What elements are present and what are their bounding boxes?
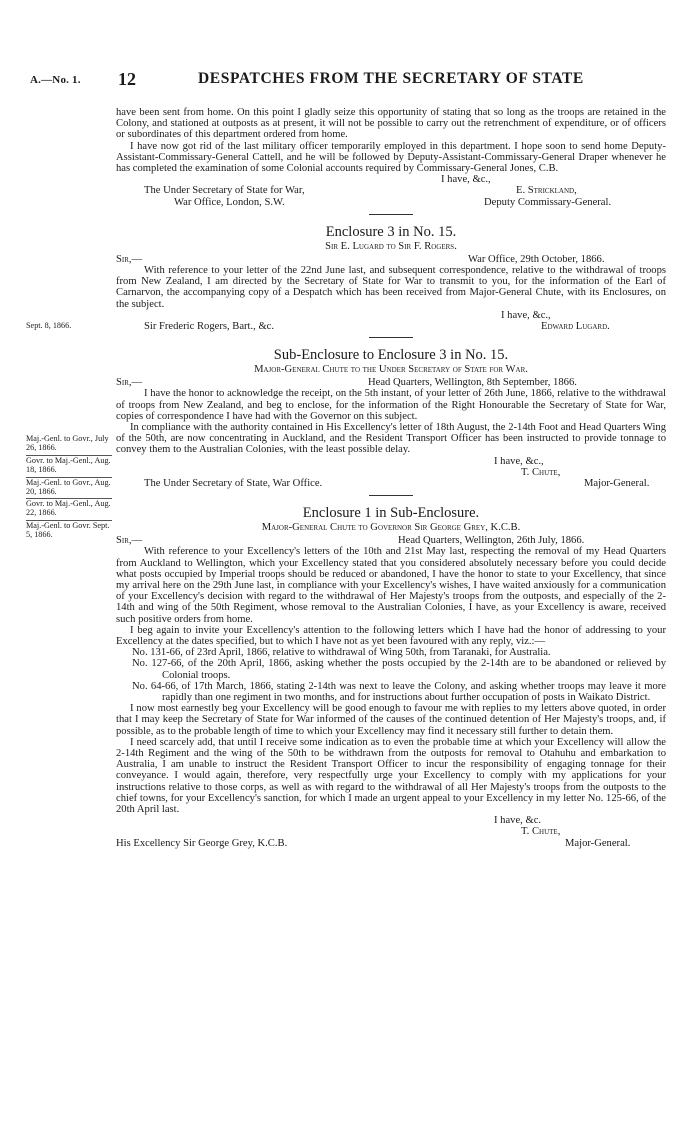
addressee: Sir Frederic Rogers, Bart., &c. bbox=[144, 320, 275, 332]
signer-title: Deputy Commissary-General. bbox=[484, 196, 612, 208]
enclosure-subtitle: Major-General Chute to Governor Sir George Grey, K.C.B. bbox=[261, 522, 521, 534]
enclosure-title: Sub-Enclosure to Enclosure 3 in No. 15. bbox=[273, 347, 509, 364]
signer: T. Chute, bbox=[521, 826, 561, 838]
place-date: Head Quarters, Wellington, 8th September, 1866. bbox=[368, 377, 577, 389]
list-item: No. 131-66, of 23rd April, 1866, relative to withdrawal of Wing 50th, from Taranaki, for Australia. bbox=[132, 647, 551, 659]
signature-line bbox=[116, 826, 666, 837]
place-date: War Office, 29th October, 1866. bbox=[468, 253, 605, 265]
running-title: DESPATCHES FROM THE SECRETARY OF STATE bbox=[198, 70, 584, 87]
section-divider bbox=[369, 337, 413, 338]
page-number: 12 bbox=[118, 69, 136, 89]
margin-note: Maj.-Genl. to Govr. Sept. 5, 1866. bbox=[26, 521, 110, 540]
addressee: His Excellency Sir George Grey, K.C.B. bbox=[116, 837, 288, 849]
section-divider bbox=[369, 495, 413, 496]
signer-title: Major-General. bbox=[565, 837, 631, 849]
enclosure-title: Enclosure 1 in Sub-Enclosure. bbox=[302, 505, 480, 522]
addressee: The Under Secretary of State, War Office. bbox=[144, 477, 323, 489]
margin-note: Govr. to Maj.-Genl., Aug. 18, 1866. bbox=[26, 455, 111, 474]
signature-line bbox=[116, 197, 666, 208]
margin-note: Govr. to Maj.-Genl., Aug. 22, 1866. bbox=[26, 499, 111, 518]
closing-line bbox=[116, 456, 666, 467]
closing-line bbox=[116, 174, 666, 185]
enclosure-title: Enclosure 3 in No. 15. bbox=[325, 223, 457, 240]
place-date: Head Quarters, Wellington, 26th July, 1866. bbox=[398, 535, 585, 547]
signature-line bbox=[116, 478, 666, 489]
paragraph: have been sent from home. On this point I gladly seize this opportunity of stating that so long as the troops are retained in the Colony, and stationed at outposts as at present, it will not be possible to carry out the retrenchment of expenditure, or of officers or subordinates of this department ordered from home. bbox=[116, 107, 666, 141]
document-body bbox=[116, 107, 666, 849]
margin-note: Maj.-Genl. to Govr., Aug. 20, 1866. bbox=[26, 477, 111, 496]
paragraph: With reference to your letter of the 22nd June last, and subsequent correspondence, relative to the withdrawal of troops from New Zealand, I am directed by the Secretary of State for War to transmit to you, for the information of the Earl of Carnarvon, the accompanying copy of a Despatch which has been received from Major-General Chute, with its Enclosures, on the subject. bbox=[116, 264, 666, 310]
addressee: The Under Secretary of State for War, bbox=[144, 185, 305, 197]
closing-line bbox=[116, 815, 666, 826]
salutation: Sir,— bbox=[116, 377, 143, 389]
paragraph: In compliance with the authority contained in His Excellency's letter of 18th August, the 2-14th Foot and Head Quarters Wing of the 50th, are now concentrating in Auckland, and the Resident Transport Officer has been instructed to provide tonnage to convey them to the Australian Colonies, with the least possible delay. bbox=[116, 421, 666, 456]
paragraph: I have the honor to acknowledge the receipt, on the 5th instant, of your letter of 26th June, 1866, relative to the withdrawal of troops from New Zealand, and beg to enclose, for the information of the Right Honourable the Secretary of State for War, copies of correspondence I have had with the Governor on this subject. bbox=[116, 388, 666, 422]
section-divider bbox=[369, 214, 413, 215]
paragraph: I now most earnestly beg your Excellency will be good enough to favour me with replies to my letters above quoted, in order that I may keep the Secretary of State for War informed of the causes of the continued detention of Her Majesty's troops, and, if possible, as to the probable length of time to which your Excellency may find it necessary still further to detain them. bbox=[116, 703, 666, 737]
signature-line bbox=[116, 838, 666, 849]
closing-line bbox=[116, 310, 666, 321]
list-item: No. 127-66, of the 20th April, 1866, asking whether the posts occupied by the 2-14th are to be abandoned or relieved by Colonial troops. bbox=[132, 658, 666, 681]
signer: E. Strickland, bbox=[516, 185, 577, 197]
page-header bbox=[30, 70, 670, 92]
margin-note: Maj.-Genl. to Govr., July 26, 1866. bbox=[26, 434, 109, 452]
salutation: Sir,— bbox=[116, 253, 143, 265]
signer: Edward Lugard. bbox=[541, 320, 610, 332]
signature-line bbox=[116, 185, 666, 196]
closing: I have, &c., bbox=[501, 309, 551, 321]
enclosure-subtitle: Sir E. Lugard to Sir F. Rogers. bbox=[325, 240, 457, 252]
closing: I have, &c., bbox=[441, 174, 491, 186]
signature-line bbox=[116, 467, 666, 478]
signer: T. Chute, bbox=[521, 466, 561, 478]
closing: I have, &c., bbox=[494, 455, 544, 467]
margin-note-enclosure3 bbox=[26, 322, 112, 332]
paragraph: I beg again to invite your Excellency's attention to the following letters which I have had the honor of addressing to your Excellency at the dates specified, but to which I have not as yet been favoured with any reply, viz.:— bbox=[116, 624, 666, 647]
paragraph: I have now got rid of the last military officer temporarily employed in this department. I hope soon to send home Deputy-Assistant-Commissary-General Cattell, and he will be followed by Deputy-Assistant-Commissary-General Draper whenever he has completed the examination of some Colonial accounts required by Commissary-General Jones, C.B. bbox=[116, 140, 666, 175]
signer-title: Major-General. bbox=[584, 477, 650, 489]
salutation: Sir,— bbox=[116, 535, 143, 547]
addressee-address: War Office, London, S.W. bbox=[174, 196, 285, 208]
margin-notes-subenclosure bbox=[26, 435, 112, 541]
closing: I have, &c. bbox=[494, 815, 542, 827]
salutation-line bbox=[116, 254, 666, 265]
list-item: No. 64-66, of 17th March, 1866, stating 2-14th was next to leave the Colony, and asking whether troops may leave it more rapidly than one regiment in two months, and for instructions about further occupation of posts in Waikato District. bbox=[132, 680, 666, 703]
salutation-line bbox=[116, 377, 666, 388]
paragraph: I need scarcely add, that until I receive some indication as to even the probable time at which your Excellency will allow the 2-14th Regiment and the wing of the 50th to be withdrawn from the outposts for removal to Otahuhu and embarkation to Australia, I am unable to instruct the Resident Transport Officer to incur the responsibility of engaging tonnage for their conveyance. I would again, therefore, very respectfully urge your Excellency to comply with my applications for your instructions relative to those corps, as well as with regard to the withdrawal of all Her Majesty's troops from the outposts to the chief towns, for your Excellency's sanction, for which I made an urgent appeal to your Excellency in my letter No. 125-66, of the 20th April last. bbox=[116, 736, 666, 815]
signature-line bbox=[116, 321, 666, 332]
paragraph: With reference to your Excellency's letters of the 10th and 21st May last, respecting the removal of my Head Quarters from Auckland to Wellington, which your Excellency stated that you considered absolutely necessary before you could decide what posts occupied by Imperial troops should be reduced or abandoned, I have the honor to state to your Excellency, that since my arrival here on the 29th June last, in compliance with your Excellency's wishes, I have waited anxiously for a communication of your Excellency's decision with regard to the withdrawal of Her Majesty's troops from the outposts, and especially of the 2-14th and wing of the 50th Regiment, whose removal to the Australian Colonies, I have, as your Excellency is aware, received such positive orders from home. bbox=[116, 546, 666, 625]
enclosure-subtitle: Major-General Chute to the Under Secretary of State for War. bbox=[254, 364, 528, 376]
salutation-line bbox=[116, 535, 666, 546]
margin-note: Sept. 8, 1866. bbox=[26, 321, 72, 330]
paper-reference: A.—No. 1. bbox=[30, 74, 81, 86]
